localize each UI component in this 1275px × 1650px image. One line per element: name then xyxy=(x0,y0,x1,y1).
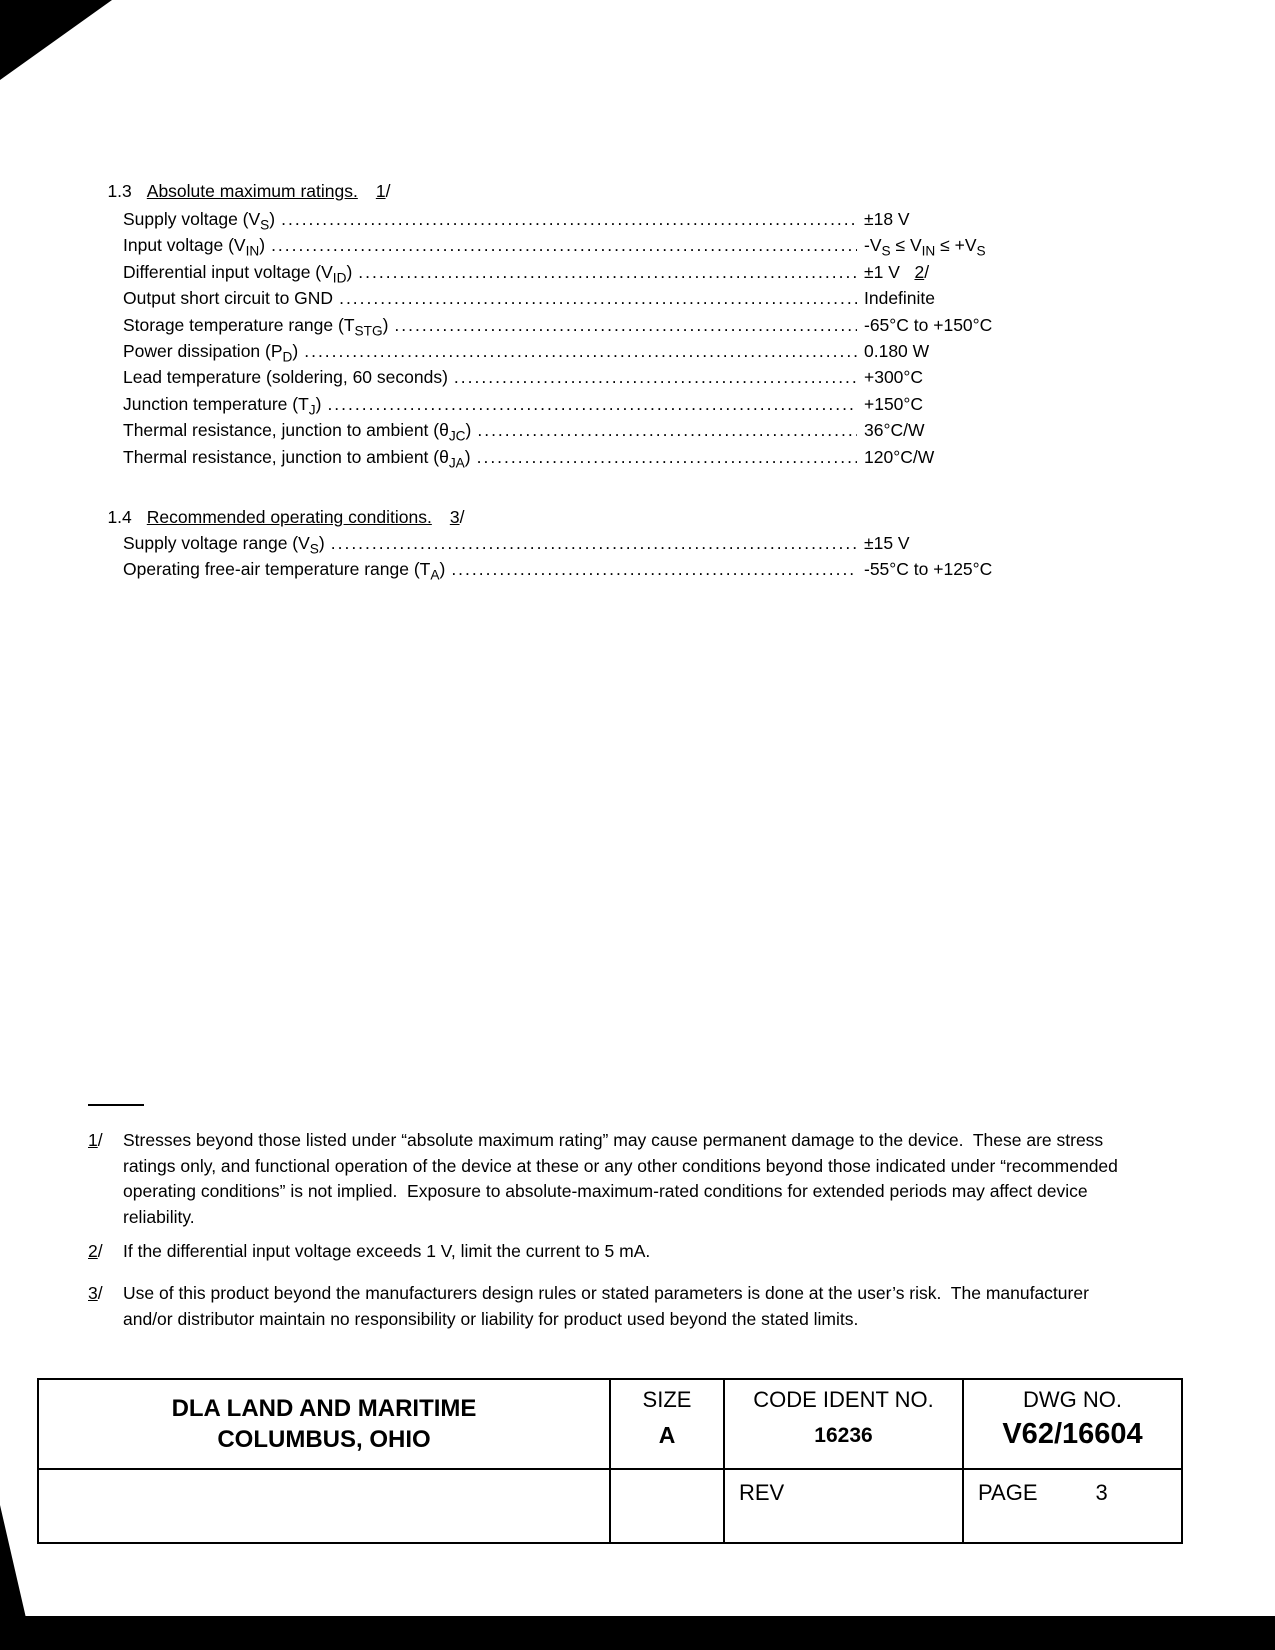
page-cell xyxy=(962,1468,1181,1542)
organization-cell xyxy=(39,1380,609,1468)
footnote-marker: 1/ xyxy=(88,1130,103,1150)
rating-leader xyxy=(123,338,857,364)
size-value: A xyxy=(658,1422,676,1448)
dwg-no-label: DWG NO. xyxy=(1023,1387,1122,1412)
section-number: 1.3 xyxy=(107,181,132,201)
dwg-no-value: V62/16604 xyxy=(1002,1418,1143,1450)
page-number: 3 xyxy=(1095,1480,1108,1505)
rating-row xyxy=(123,259,1183,285)
section-number: 1.4 xyxy=(107,507,132,527)
footnote-ref: 3/ xyxy=(449,507,465,527)
footnote-1 xyxy=(88,1128,1140,1230)
rating-label: Supply voltage $(V_S)$ xyxy=(123,209,276,233)
rating-value: -55°C to +125°C xyxy=(864,559,993,580)
size-cell xyxy=(609,1380,723,1468)
dot-leader xyxy=(327,391,857,417)
dot-leader xyxy=(339,285,857,311)
rating-row xyxy=(123,232,1183,258)
rating-value: Indefinite xyxy=(864,288,936,309)
dot-leader xyxy=(454,364,857,390)
section-title: Absolute maximum ratings. xyxy=(146,181,358,201)
code-ident-label: CODE IDENT NO. xyxy=(753,1387,934,1412)
dot-leader xyxy=(477,444,857,470)
rating-value: +300°C xyxy=(864,367,924,388)
recommended-operating-conditions-list xyxy=(123,530,1183,583)
rating-leader xyxy=(123,232,857,258)
footnote-2 xyxy=(88,1239,1140,1265)
rating-leader xyxy=(123,417,857,443)
rating-label: Junction temperature $(T_J)$ xyxy=(123,393,322,418)
organization-location: COLUMBUS, OHIO xyxy=(217,1426,431,1453)
rating-leader xyxy=(123,206,857,232)
rating-label: Input voltage $(V_{IN})$ xyxy=(123,235,266,259)
footnote-text: Stresses beyond those listed under “absolute maximum rating” may cause permanent damage to the device. These are stress ratings only, and functional operation of the device at these or any other conditions beyond those indicated under “recommended operating conditions” is not implied. Exposure to absolute-maximum-rated conditions for extended periods may affect device reliability. xyxy=(123,1130,1123,1227)
rating-value: $-V_S \le V_{IN} \le +V_S$ xyxy=(864,235,986,259)
rating-label: Differential input voltage $(V_{ID})$ xyxy=(123,261,353,286)
rating-label: Supply voltage range $(V_S)$ xyxy=(123,533,325,557)
rating-value: ±1 V 2/ xyxy=(864,261,930,282)
section-title: Recommended operating conditions. xyxy=(146,507,432,527)
rating-row xyxy=(123,556,1183,582)
rating-label: Thermal resistance, junction to ambient $(\theta_{JC})$ xyxy=(123,420,472,444)
dot-leader xyxy=(394,312,857,338)
rating-row xyxy=(123,530,1183,556)
rating-value: ±18 V xyxy=(864,209,910,229)
rating-value: 36°C/W xyxy=(864,420,925,441)
rating-label: Lead temperature (soldering, 60 seconds) xyxy=(123,367,448,388)
dot-leader xyxy=(477,417,857,443)
footnote-marker: 3/ xyxy=(88,1282,103,1303)
dot-leader xyxy=(281,206,857,232)
footnote-separator-rule xyxy=(88,1104,144,1106)
rating-label: Storage temperature range $(T_{STG})$ xyxy=(123,314,389,339)
rev-label: REV xyxy=(739,1480,785,1505)
organization-name: DLA LAND AND MARITIME xyxy=(171,1395,477,1422)
rating-row xyxy=(123,312,1183,338)
rating-leader xyxy=(123,259,857,285)
rating-label: Output short circuit to GND xyxy=(123,288,334,309)
rating-leader xyxy=(123,444,857,470)
rating-label: Power dissipation $(P_D)$ xyxy=(123,341,299,365)
scan-artifact-bottom-bar xyxy=(0,1616,1275,1650)
rating-leader xyxy=(123,364,857,390)
rating-row xyxy=(123,285,1183,311)
rating-leader xyxy=(123,391,857,417)
dot-leader xyxy=(331,530,857,556)
code-ident-value: 16236 xyxy=(814,1424,873,1447)
rev-cell xyxy=(723,1468,962,1542)
dot-leader xyxy=(304,338,857,364)
dot-leader xyxy=(271,232,857,258)
size-empty-cell xyxy=(609,1468,723,1542)
rating-value: -65°C to +150°C xyxy=(864,314,993,335)
dot-leader xyxy=(451,556,857,582)
rating-label: Operating free-air temperature range $(T_A)$ xyxy=(123,559,446,583)
rating-label: Thermal resistance, junction to ambient $(\theta_{JA})$ xyxy=(123,446,471,471)
rating-leader xyxy=(123,530,857,556)
footnote-ref: 1/ xyxy=(375,181,391,201)
footnote-3 xyxy=(88,1281,1140,1332)
rating-row xyxy=(123,364,1183,390)
rating-row xyxy=(123,338,1183,364)
page-label: PAGE xyxy=(978,1480,1038,1505)
footnote-marker: 2/ xyxy=(88,1241,103,1262)
rating-row xyxy=(123,206,1183,232)
rating-value: 120°C/W xyxy=(864,446,935,467)
rating-value: ±15 V xyxy=(864,533,910,553)
footnote-text: Use of this product beyond the manufacturers design rules or stated parameters is done at the user’s risk. The manufacturer and/or distributor maintain no responsibility or liability for product used beyond the stated limits. xyxy=(123,1282,1094,1329)
footnotes xyxy=(88,1128,1140,1332)
absolute-maximum-ratings-list xyxy=(123,206,1183,470)
rating-leader xyxy=(123,556,857,582)
rating-row xyxy=(123,417,1183,443)
scan-artifact-bottom-left xyxy=(0,1505,26,1618)
rating-leader xyxy=(123,312,857,338)
rating-leader xyxy=(123,285,857,311)
code-ident-cell xyxy=(723,1380,962,1468)
dwg-no-cell xyxy=(962,1380,1181,1468)
size-label: SIZE xyxy=(642,1387,692,1412)
rating-row xyxy=(123,391,1183,417)
scan-artifact-top-left xyxy=(0,0,112,80)
title-block xyxy=(37,1378,1183,1544)
rating-value: +150°C xyxy=(864,393,924,414)
rating-value: 0.180 W xyxy=(864,341,930,362)
rev-block-empty-cell xyxy=(39,1468,609,1542)
footnote-text: If the differential input voltage exceeds 1 V, limit the current to 5 mA. xyxy=(123,1241,651,1262)
rating-row xyxy=(123,444,1183,470)
dot-leader xyxy=(358,259,857,285)
